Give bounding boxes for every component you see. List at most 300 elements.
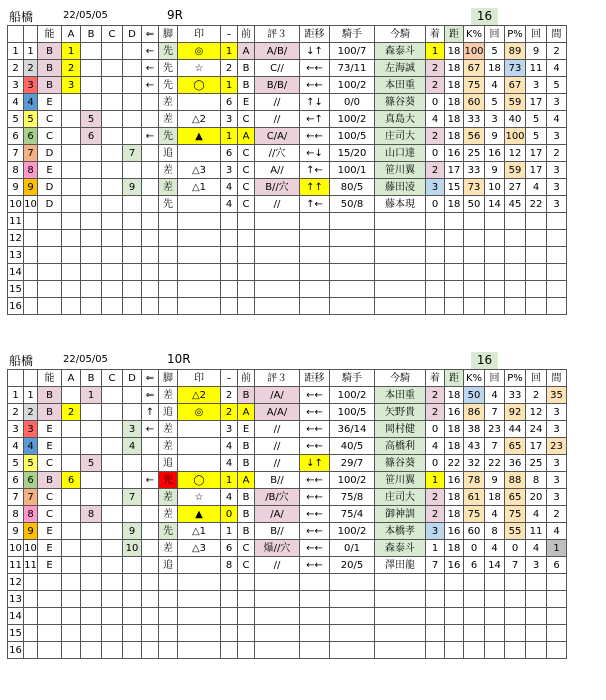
cell-rank-a [62, 625, 81, 642]
cell-mark: △1 [178, 179, 221, 196]
cell-row-number: 16 [8, 642, 24, 659]
cell-prev-grade [238, 230, 255, 247]
cell-rank-b [81, 557, 102, 574]
cell-p-percent [505, 213, 526, 230]
cell-row-number: 13 [8, 247, 24, 264]
cell-prev-grade: A [238, 404, 255, 421]
cell-rank-a: 6 [62, 472, 81, 489]
cell-jockey-rate: 15/20 [330, 145, 375, 162]
cell-jockey-rate: 0/0 [330, 94, 375, 111]
cell-interval: 3 [547, 455, 567, 472]
cell-ability: B [38, 472, 62, 489]
column-header-rank-a: A [62, 370, 81, 387]
table-row [8, 591, 567, 608]
cell-running-style [159, 625, 178, 642]
cell-horse-number [24, 574, 38, 591]
column-header-p-percent: P% [505, 370, 526, 387]
cell-mark [178, 264, 221, 281]
cell-interval: 2 [547, 145, 567, 162]
cell-jockey-rate: 20/5 [330, 557, 375, 574]
cell-ability: E [38, 162, 62, 179]
cell-jockey: 篠谷葵 [375, 94, 426, 111]
cell-p-percent: 75 [505, 506, 526, 523]
table-row [8, 404, 567, 421]
cell-k-percent: 75 [464, 77, 485, 94]
cell-ability: B [38, 77, 62, 94]
cell-row-number: 15 [8, 625, 24, 642]
column-header-finish: 着 [426, 26, 445, 43]
cell-rank-a [62, 264, 81, 281]
cell-distance-move: ↓↑ [300, 43, 330, 60]
cell-interval: 3 [547, 421, 567, 438]
cell-prev [221, 281, 238, 298]
cell-p-percent: 7 [505, 557, 526, 574]
cell-k-percent [464, 608, 485, 625]
cell-interval: 3 [547, 196, 567, 213]
race-section-10r [7, 352, 567, 659]
cell-arrow: ← [142, 60, 159, 77]
cell-finish [426, 625, 445, 642]
cell-distance-move: ←← [300, 489, 330, 506]
cell-prev-grade [238, 574, 255, 591]
cell-distance [445, 625, 464, 642]
cell-p-percent: 73 [505, 60, 526, 77]
cell-evaluation: // [255, 421, 300, 438]
cell-finish: 0 [426, 455, 445, 472]
cell-horse-number: 3 [24, 77, 38, 94]
cell-row-number: 14 [8, 608, 24, 625]
cell-rank-d [123, 387, 142, 404]
column-header-horse-number [24, 26, 38, 43]
cell-distance-move [300, 213, 330, 230]
cell-evaluation [255, 608, 300, 625]
cell-jockey: 本田重 [375, 387, 426, 404]
cell-p-count: 24 [526, 421, 547, 438]
table-row [8, 489, 567, 506]
cell-k-count [485, 642, 505, 659]
cell-rank-a [62, 523, 81, 540]
cell-jockey: 森泰斗 [375, 43, 426, 60]
cell-p-percent: 67 [505, 77, 526, 94]
cell-interval [547, 298, 567, 315]
cell-rank-c [102, 506, 123, 523]
cell-distance: 16 [445, 145, 464, 162]
cell-rank-a [62, 438, 81, 455]
cell-k-count [485, 230, 505, 247]
cell-k-count: 23 [485, 421, 505, 438]
column-header-k-count: 回 [485, 26, 505, 43]
cell-running-style: 追 [159, 404, 178, 421]
cell-prev-grade: B [238, 438, 255, 455]
header-row [8, 26, 567, 43]
table-row [8, 247, 567, 264]
cell-prev-grade: C [238, 179, 255, 196]
cell-arrow: ← [142, 43, 159, 60]
cell-horse-number: 8 [24, 162, 38, 179]
cell-mark: ☆ [178, 60, 221, 77]
table-row [8, 421, 567, 438]
cell-horse-number [24, 247, 38, 264]
cell-rank-c [102, 281, 123, 298]
cell-rank-c [102, 438, 123, 455]
cell-p-count [526, 642, 547, 659]
cell-rank-d [123, 77, 142, 94]
cell-k-count [485, 298, 505, 315]
cell-evaluation: A/B/ [255, 43, 300, 60]
cell-rank-c [102, 625, 123, 642]
cell-k-count: 7 [485, 438, 505, 455]
cell-k-count [485, 625, 505, 642]
cell-ability [38, 213, 62, 230]
cell-interval: 3 [547, 489, 567, 506]
cell-k-percent: 73 [464, 179, 485, 196]
cell-prev: 4 [221, 438, 238, 455]
table-row [8, 574, 567, 591]
cell-prev: 4 [221, 179, 238, 196]
cell-row-number: 11 [8, 557, 24, 574]
cell-jockey-rate [330, 298, 375, 315]
cell-mark: △2 [178, 387, 221, 404]
cell-rank-c [102, 94, 123, 111]
table-row [8, 111, 567, 128]
cell-horse-number: 9 [24, 523, 38, 540]
cell-running-style: 先 [159, 128, 178, 145]
cell-jockey [375, 281, 426, 298]
cell-arrow [142, 489, 159, 506]
cell-rank-d [123, 128, 142, 145]
cell-distance-move: ←↑ [300, 111, 330, 128]
cell-horse-number: 8 [24, 506, 38, 523]
cell-p-count: 4 [526, 540, 547, 557]
cell-k-count [485, 213, 505, 230]
cell-p-percent [505, 230, 526, 247]
cell-distance: 18 [445, 94, 464, 111]
cell-distance-move [300, 591, 330, 608]
cell-ability: C [38, 111, 62, 128]
cell-distance: 18 [445, 387, 464, 404]
cell-distance-move [300, 625, 330, 642]
cell-p-count [526, 247, 547, 264]
cell-ability: C [38, 455, 62, 472]
cell-prev: 2 [221, 404, 238, 421]
cell-k-count: 16 [485, 145, 505, 162]
cell-jockey [375, 608, 426, 625]
column-header-rank-b: B [81, 26, 102, 43]
cell-jockey [375, 213, 426, 230]
cell-mark: ◯ [178, 472, 221, 489]
cell-k-percent: 78 [464, 472, 485, 489]
cell-interval: 4 [547, 523, 567, 540]
cell-interval: 4 [547, 111, 567, 128]
cell-mark [178, 557, 221, 574]
cell-rank-b [81, 43, 102, 60]
cell-rank-b [81, 77, 102, 94]
cell-distance-move: ←← [300, 438, 330, 455]
cell-interval: 3 [547, 162, 567, 179]
cell-ability [38, 281, 62, 298]
cell-rank-d [123, 94, 142, 111]
cell-running-style: 先 [159, 523, 178, 540]
cell-evaluation: //穴 [255, 145, 300, 162]
cell-finish: 0 [426, 145, 445, 162]
cell-p-count [526, 625, 547, 642]
cell-interval: 3 [547, 128, 567, 145]
cell-rank-d [123, 625, 142, 642]
race-distance: 16 [471, 8, 498, 25]
cell-evaluation: 爆//穴 [255, 540, 300, 557]
cell-evaluation [255, 625, 300, 642]
cell-distance: 18 [445, 60, 464, 77]
cell-rank-d [123, 404, 142, 421]
cell-evaluation [255, 298, 300, 315]
cell-distance: 18 [445, 43, 464, 60]
cell-rank-a [62, 608, 81, 625]
cell-evaluation: // [255, 438, 300, 455]
cell-k-percent: 43 [464, 438, 485, 455]
cell-rank-b [81, 145, 102, 162]
cell-mark [178, 438, 221, 455]
cell-prev-grade: C [238, 162, 255, 179]
cell-p-count: 17 [526, 94, 547, 111]
cell-rank-a [62, 574, 81, 591]
race-header [7, 352, 567, 369]
cell-rank-d [123, 60, 142, 77]
cell-row-number: 1 [8, 387, 24, 404]
column-header-rank-d: D [123, 370, 142, 387]
cell-mark: ◎ [178, 43, 221, 60]
cell-jockey-rate: 100/2 [330, 77, 375, 94]
cell-jockey-rate: 36/14 [330, 421, 375, 438]
cell-horse-number: 10 [24, 196, 38, 213]
cell-rank-d [123, 281, 142, 298]
cell-finish: 2 [426, 60, 445, 77]
cell-p-percent: 27 [505, 179, 526, 196]
cell-prev-grade [238, 213, 255, 230]
cell-prev: 3 [221, 162, 238, 179]
table-row [8, 145, 567, 162]
cell-p-count: 22 [526, 196, 547, 213]
table-row [8, 230, 567, 247]
cell-finish: 3 [426, 523, 445, 540]
cell-running-style [159, 642, 178, 659]
cell-jockey: 庄司大 [375, 128, 426, 145]
cell-rank-b: 5 [81, 111, 102, 128]
cell-k-count: 18 [485, 489, 505, 506]
cell-arrow [142, 247, 159, 264]
cell-jockey-rate [330, 574, 375, 591]
cell-interval [547, 230, 567, 247]
cell-jockey-rate [330, 608, 375, 625]
cell-rank-c [102, 387, 123, 404]
cell-running-style: 差 [159, 94, 178, 111]
cell-arrow [142, 162, 159, 179]
cell-distance-move [300, 642, 330, 659]
cell-rank-d [123, 264, 142, 281]
cell-mark: △3 [178, 162, 221, 179]
cell-prev-grade [238, 298, 255, 315]
cell-rank-a [62, 557, 81, 574]
cell-distance: 18 [445, 128, 464, 145]
cell-jockey: 笹川翼 [375, 472, 426, 489]
cell-rank-a [62, 196, 81, 213]
cell-interval [547, 213, 567, 230]
cell-k-percent: 6 [464, 557, 485, 574]
cell-rank-d: 7 [123, 489, 142, 506]
cell-evaluation: A// [255, 162, 300, 179]
cell-running-style [159, 247, 178, 264]
cell-running-style: 先 [159, 43, 178, 60]
cell-interval: 5 [547, 77, 567, 94]
cell-mark [178, 298, 221, 315]
cell-interval [547, 608, 567, 625]
cell-ability: E [38, 421, 62, 438]
cell-finish: 0 [426, 196, 445, 213]
cell-horse-number: 4 [24, 94, 38, 111]
cell-row-number: 11 [8, 213, 24, 230]
cell-k-percent: 56 [464, 128, 485, 145]
cell-evaluation [255, 247, 300, 264]
cell-jockey-rate: 100/5 [330, 404, 375, 421]
cell-jockey-rate: 75/4 [330, 506, 375, 523]
cell-horse-number [24, 625, 38, 642]
cell-mark [178, 642, 221, 659]
column-header-distance-move: 距移 [300, 26, 330, 43]
column-header-jockey-rate: 騎手 [330, 26, 375, 43]
cell-horse-number: 5 [24, 455, 38, 472]
cell-distance-move: ←← [300, 404, 330, 421]
column-header-evaluation: 評３ [255, 370, 300, 387]
column-header-mark: 印 [178, 370, 221, 387]
cell-prev: 4 [221, 455, 238, 472]
cell-p-percent: 36 [505, 455, 526, 472]
cell-k-percent: 60 [464, 523, 485, 540]
cell-jockey: 高橋利 [375, 438, 426, 455]
cell-rank-b [81, 281, 102, 298]
cell-ability: B [38, 43, 62, 60]
cell-finish: 2 [426, 506, 445, 523]
cell-jockey: 森泰斗 [375, 540, 426, 557]
cell-arrow [142, 145, 159, 162]
cell-finish: 2 [426, 387, 445, 404]
cell-horse-number [24, 264, 38, 281]
cell-rank-b [81, 230, 102, 247]
cell-rank-c [102, 523, 123, 540]
cell-running-style: 追 [159, 557, 178, 574]
cell-jockey: 本橋孝 [375, 523, 426, 540]
cell-prev-grade: A [238, 472, 255, 489]
cell-arrow [142, 94, 159, 111]
cell-finish [426, 264, 445, 281]
cell-horse-number: 7 [24, 145, 38, 162]
cell-p-percent: 59 [505, 94, 526, 111]
cell-prev [221, 642, 238, 659]
cell-k-percent [464, 642, 485, 659]
cell-prev-grade: B [238, 506, 255, 523]
cell-ability [38, 247, 62, 264]
cell-horse-number [24, 591, 38, 608]
cell-horse-number [24, 230, 38, 247]
cell-running-style: 先 [159, 472, 178, 489]
cell-rank-c [102, 230, 123, 247]
cell-k-percent: 33 [464, 111, 485, 128]
cell-rank-a [62, 489, 81, 506]
cell-rank-c [102, 247, 123, 264]
cell-rank-c [102, 421, 123, 438]
cell-k-percent [464, 591, 485, 608]
cell-rank-d [123, 162, 142, 179]
cell-distance-move [300, 298, 330, 315]
cell-p-count: 17 [526, 145, 547, 162]
cell-rank-c [102, 591, 123, 608]
table-row [8, 128, 567, 145]
cell-evaluation: B// [255, 523, 300, 540]
cell-jockey-rate [330, 642, 375, 659]
cell-distance: 16 [445, 557, 464, 574]
cell-ability: D [38, 145, 62, 162]
column-header-jockey: 今騎 [375, 26, 426, 43]
cell-p-count [526, 574, 547, 591]
cell-row-number: 9 [8, 523, 24, 540]
table-row [8, 77, 567, 94]
cell-prev-grade: B [238, 455, 255, 472]
cell-distance [445, 247, 464, 264]
cell-p-percent [505, 625, 526, 642]
cell-p-count: 4 [526, 179, 547, 196]
table-row [8, 625, 567, 642]
cell-jockey-rate: 73/11 [330, 60, 375, 77]
cell-evaluation: B/B/ [255, 77, 300, 94]
column-header-p-count: 回 [526, 370, 547, 387]
cell-rank-b [81, 421, 102, 438]
cell-rank-b [81, 60, 102, 77]
cell-p-count: 17 [526, 162, 547, 179]
cell-prev-grade: B [238, 77, 255, 94]
cell-interval: 1 [547, 540, 567, 557]
cell-rank-b [81, 94, 102, 111]
column-header-jockey-rate: 騎手 [330, 370, 375, 387]
cell-rank-d: 9 [123, 523, 142, 540]
cell-ability [38, 608, 62, 625]
cell-p-count: 4 [526, 506, 547, 523]
cell-mark: ▲ [178, 506, 221, 523]
cell-ability [38, 264, 62, 281]
cell-jockey-rate: 80/5 [330, 179, 375, 196]
race-distance: 16 [471, 352, 498, 369]
cell-jockey-rate: 100/2 [330, 387, 375, 404]
cell-rank-b [81, 298, 102, 315]
cell-distance [445, 642, 464, 659]
cell-horse-number: 4 [24, 438, 38, 455]
cell-rank-a [62, 247, 81, 264]
cell-k-percent: 61 [464, 489, 485, 506]
cell-evaluation [255, 281, 300, 298]
cell-rank-a [62, 94, 81, 111]
cell-rank-a [62, 642, 81, 659]
cell-ability: B [38, 387, 62, 404]
cell-rank-d [123, 43, 142, 60]
cell-interval: 4 [547, 60, 567, 77]
cell-evaluation [255, 574, 300, 591]
cell-rank-b [81, 264, 102, 281]
cell-horse-number [24, 213, 38, 230]
cell-prev-grade: C [238, 540, 255, 557]
cell-rank-a [62, 213, 81, 230]
cell-distance-move: ←← [300, 540, 330, 557]
cell-k-percent: 50 [464, 387, 485, 404]
cell-arrow [142, 642, 159, 659]
column-header-prev-grade: 前 [238, 26, 255, 43]
table-row [8, 162, 567, 179]
